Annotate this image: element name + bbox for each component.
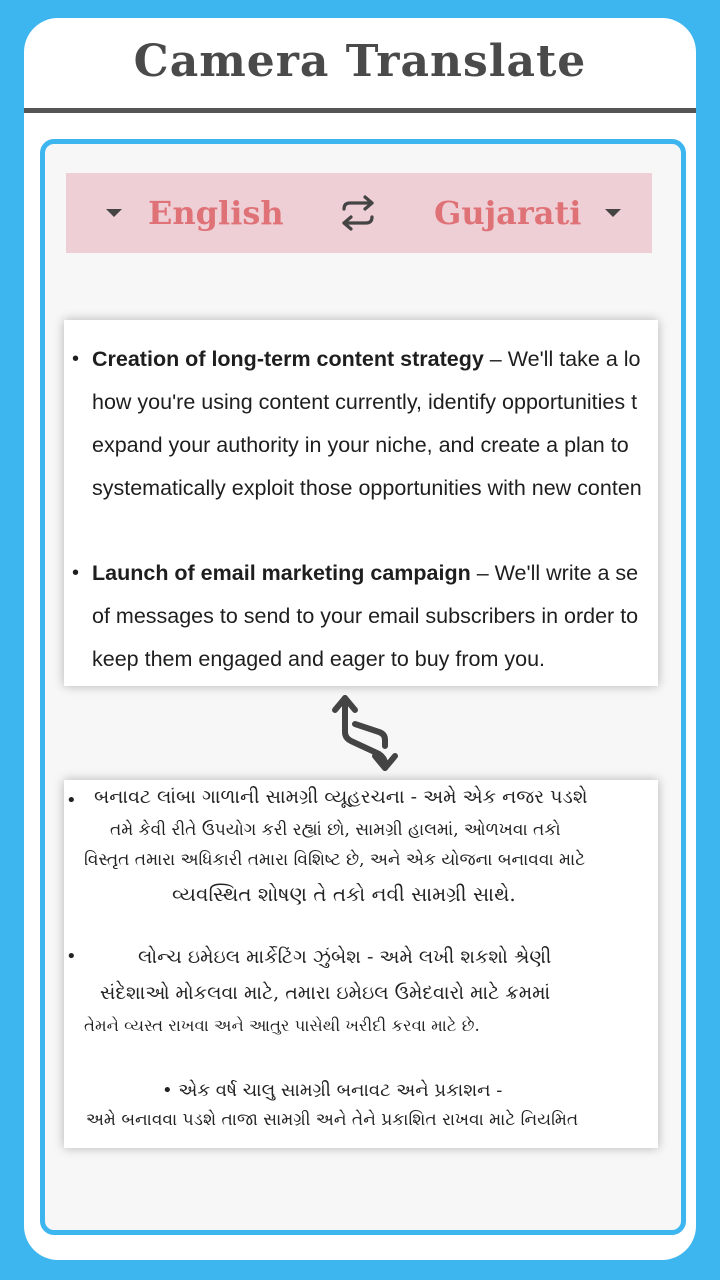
swap-arrows-icon — [344, 197, 372, 229]
target-language-dropdown[interactable] — [434, 173, 621, 253]
source-language-label: English — [148, 194, 284, 232]
app-card — [24, 18, 696, 1260]
source-line: of messages to send to your email subscribers in order to — [92, 604, 639, 628]
bullet: • — [66, 790, 77, 811]
source-line: how you're using content currently, identify opportunities t — [92, 390, 638, 414]
source-item-text: – We'll write a se — [470, 561, 639, 585]
source-item-1 — [72, 338, 658, 510]
source-language-dropdown[interactable] — [106, 173, 284, 253]
source-line: systematically exploit those opportunities with new conten — [92, 476, 642, 500]
translated-line: સંદેશાઓ મોકલવા માટે, તમારા ઇમેઇલ ઉમેદવારો માટે ક્રમમાં — [100, 982, 551, 1004]
bullet: • — [66, 946, 77, 967]
translated-line: તેમને વ્યસ્ત રાખવા અને આતુર પાસેથી ખરીદી કરવા માટે છે. — [84, 1016, 480, 1035]
translated-line: અમે બનાવવા પડશે તાજા સામગ્રી અને તેને પ્રકાશિત રાખવા માટે નિયમિત — [86, 1110, 579, 1130]
translated-image[interactable] — [64, 780, 658, 1148]
flip-arrows-icon — [325, 692, 405, 774]
source-item-2 — [72, 552, 658, 681]
swap-languages-button[interactable] — [336, 193, 380, 233]
app-title: Camera Translate — [133, 36, 587, 87]
chevron-down-icon — [106, 209, 122, 217]
title-divider — [24, 108, 696, 113]
bullet: • — [72, 348, 80, 370]
chevron-down-icon — [605, 209, 621, 217]
source-item-heading: Launch of email marketing campaign — [92, 561, 471, 585]
translated-line: • એક વર્ષ ચાલુ સામગ્રી બનાવટ અને પ્રકાશન - — [162, 1080, 503, 1101]
source-line — [92, 552, 658, 595]
translated-line: તમે કેવી રીતે ઉપયોગ કરી રહ્યાં છો, સામગ્રી હાલમાં, ઓળખવા તકો — [110, 820, 561, 840]
translate-panel — [40, 139, 686, 1235]
source-line: expand your authority in your niche, and create a plan to — [92, 433, 629, 457]
source-item-heading: Creation of long-term content strategy — [92, 347, 484, 371]
source-text — [72, 338, 658, 681]
language-bar — [66, 173, 652, 253]
source-line: keep them engaged and eager to buy from you. — [92, 647, 546, 671]
translated-line: વ્યવસ્થિત શોષણ તે તકો નવી સામગ્રી સાથે. — [172, 882, 516, 906]
bullet: • — [72, 562, 80, 584]
source-item-text: – We'll take a lo — [483, 347, 641, 371]
translated-line: લોન્ચ ઇમેઇલ માર્કેટિંગ ઝુંબેશ - અમે લખી શકશો શ્રેણી — [138, 946, 552, 968]
translated-line: બનાવટ લાંબા ગાળાની સામગ્રી વ્યૂહરચના - અમે એક નજર પડશે — [94, 786, 588, 808]
source-image[interactable] — [64, 320, 658, 686]
source-line — [92, 338, 658, 381]
translated-line: વિસ્તૃત તમારા અધિકારી તમારા વિશિષ્ટ છે, અને એક યોજના બનાવવા માટે — [84, 850, 586, 870]
target-language-label: Gujarati — [434, 194, 582, 232]
